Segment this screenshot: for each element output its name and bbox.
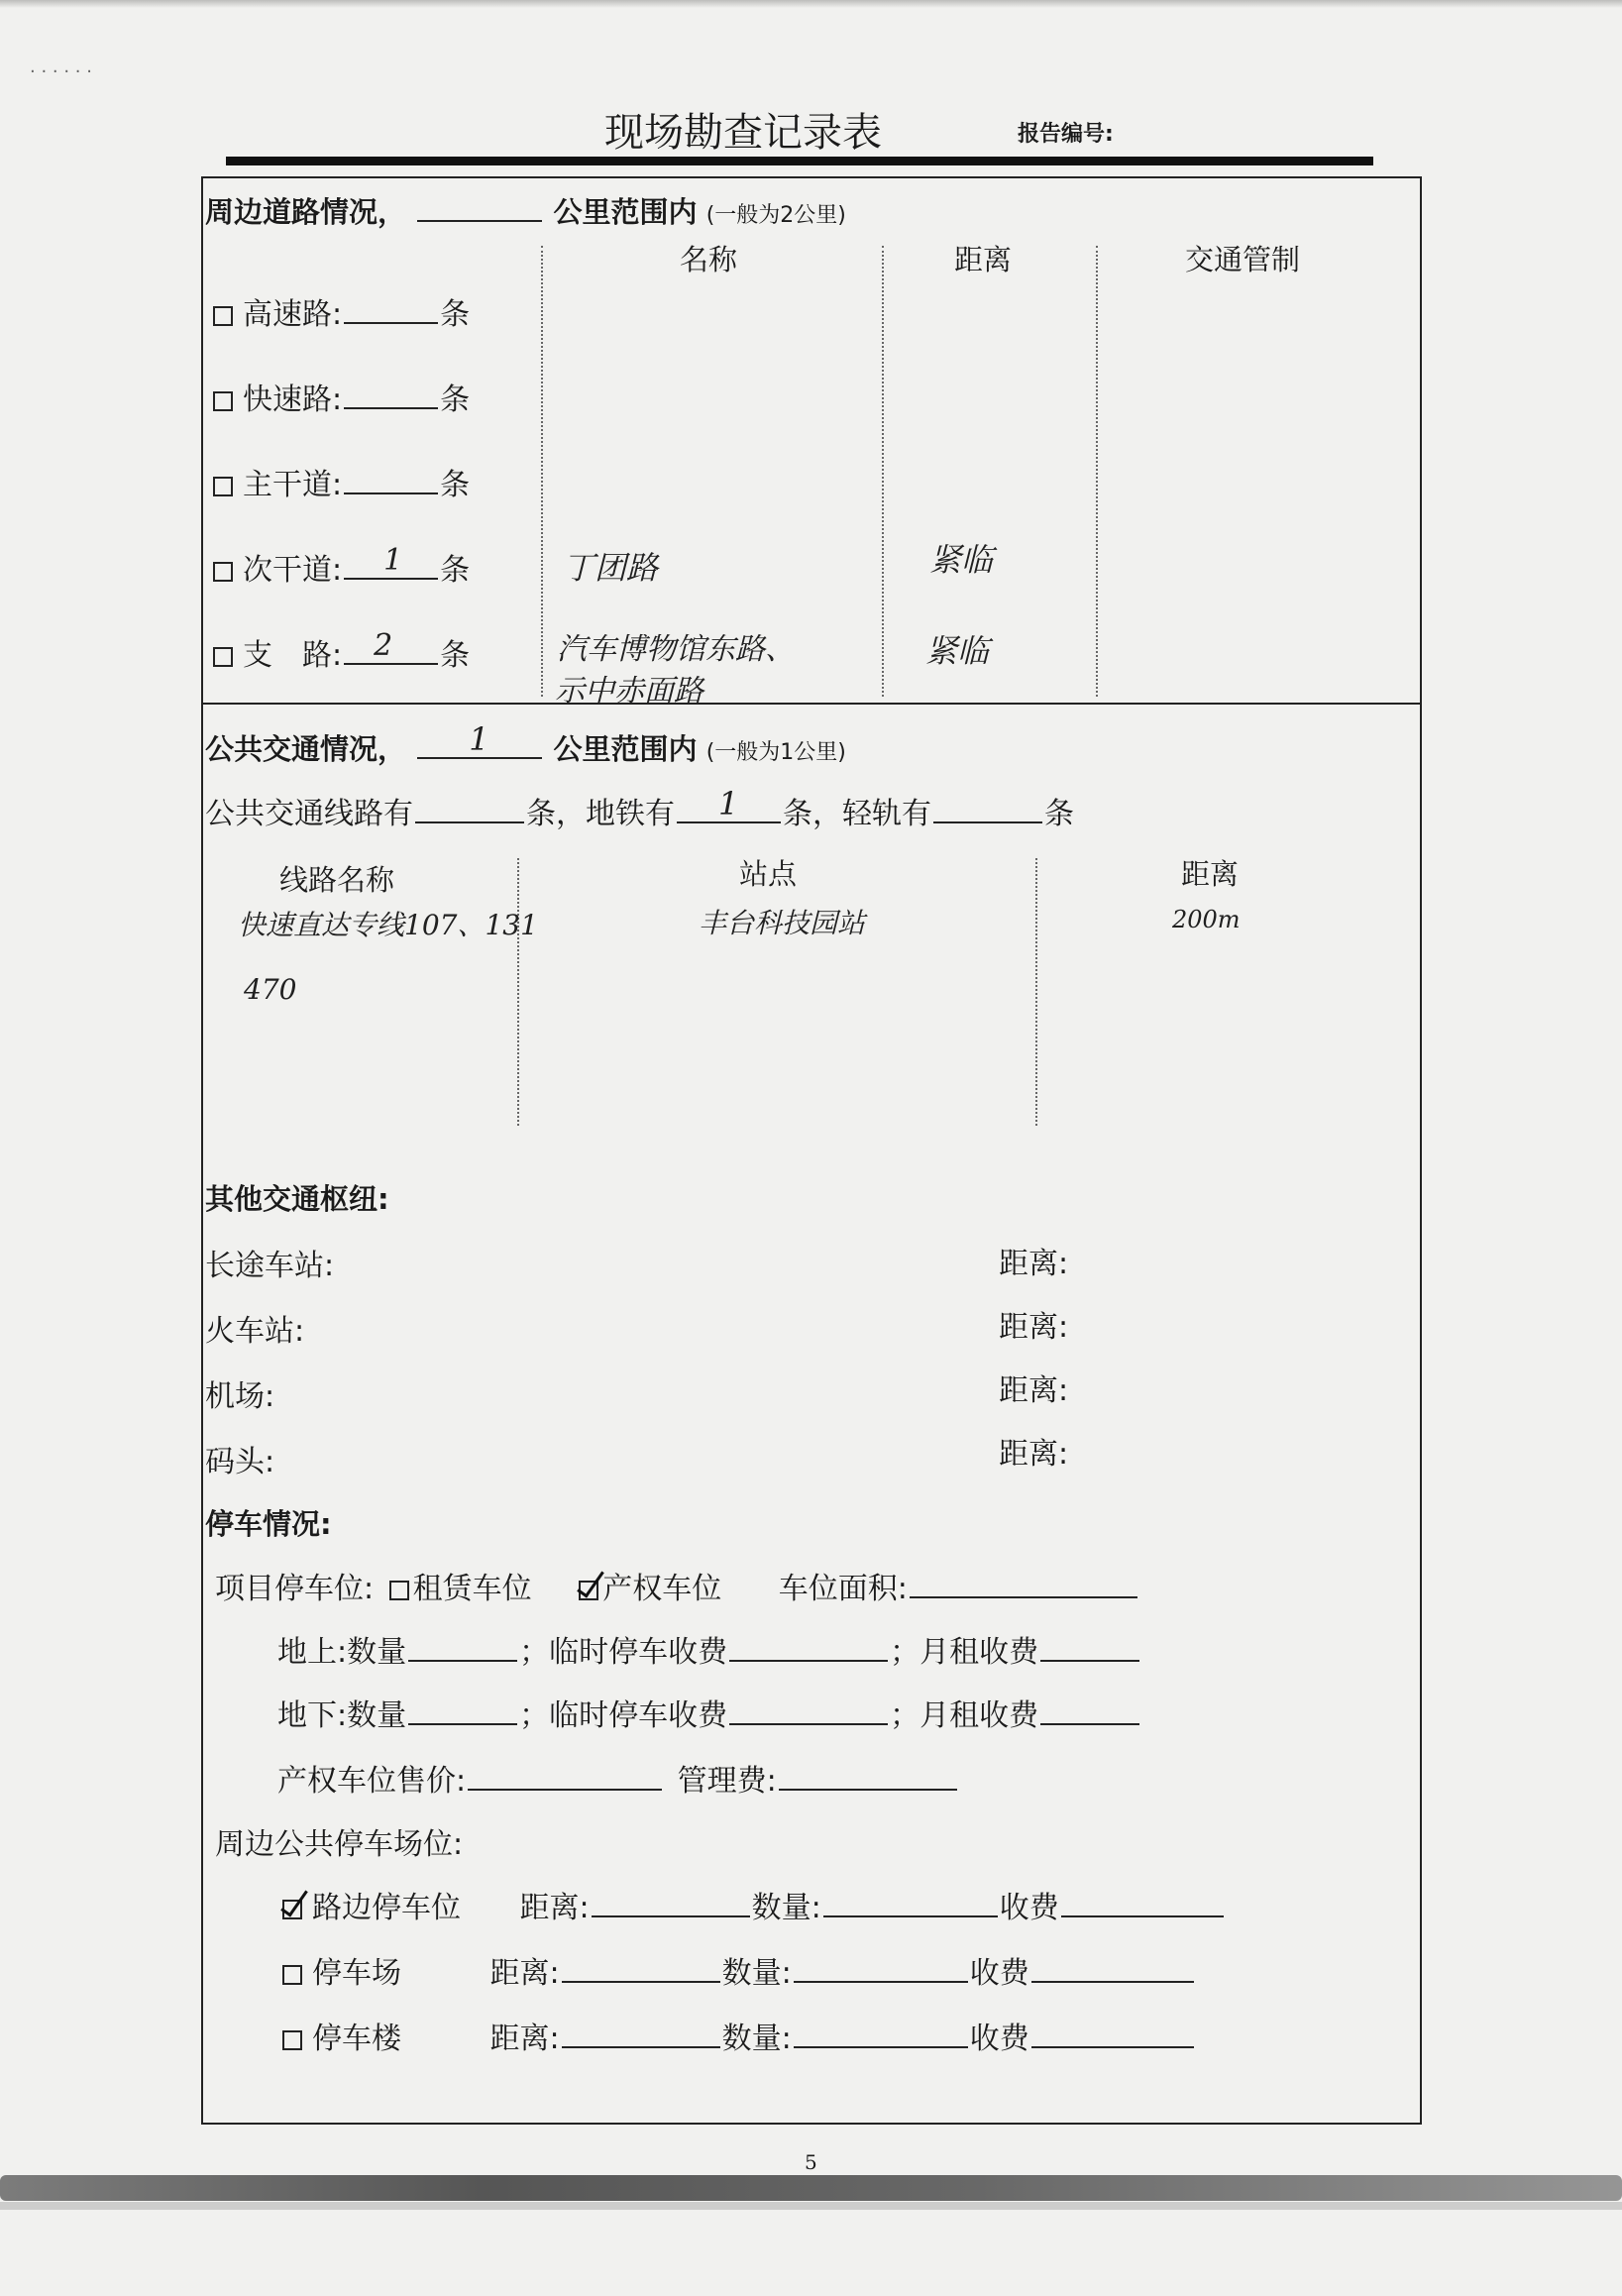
transit-lines-row (205, 785, 1074, 832)
lot-fee-blank[interactable] (1031, 1980, 1194, 1983)
road-distance-branch: 紧临 (925, 632, 990, 670)
underground-parking-row (277, 1691, 1141, 1734)
road-type-label: 高速路: (243, 297, 343, 332)
transit-station-name: 丰台科技园站 (699, 907, 866, 939)
area-blank[interactable] (910, 1595, 1137, 1598)
lot-label: 停车场 (312, 1956, 401, 1991)
lot-checkbox[interactable] (282, 1965, 302, 1985)
mgmt-fee-blank[interactable] (779, 1788, 957, 1791)
garage-qty-label: 数量: (721, 2022, 792, 2056)
nearby-roadside-row (282, 1883, 1226, 1926)
parking-heading: 停车情况: (205, 1507, 332, 1541)
roadside-distance-label: 距离: (519, 1891, 590, 1925)
roads-range-note: (一般为2公里) (705, 203, 846, 228)
metro-count-field[interactable] (677, 785, 781, 823)
bus-lines-label: 公共交通线路有 (205, 797, 413, 831)
garage-checkbox[interactable] (282, 2030, 302, 2050)
road-name-secondary: 丁团路 (563, 549, 659, 587)
checkbox[interactable] (213, 647, 233, 667)
transit-line-name: 快速直达专线107、131 (238, 909, 538, 941)
nearby-lot-row (282, 1948, 1196, 1992)
area-label: 车位面积: (778, 1572, 908, 1606)
transit-col-station: 站点 (739, 857, 798, 891)
transit-distance-value: 200m (1172, 906, 1241, 933)
nearby-parking-label: 周边公共停车场位: (215, 1827, 464, 1862)
price-blank[interactable] (468, 1788, 662, 1791)
transit-range-value: 1 (469, 720, 489, 758)
scan-bottom-smear (0, 2175, 1622, 2201)
roadside-qty-blank[interactable] (823, 1914, 998, 1917)
scan-top-shadow (0, 0, 1622, 8)
transit-line-name-2: 470 (244, 973, 297, 1006)
roadside-label: 路边停车位 (312, 1891, 461, 1925)
rent-checkbox[interactable] (389, 1581, 409, 1600)
light-rail-unit: 条 (1044, 797, 1074, 831)
road-count-blank[interactable] (344, 406, 438, 409)
road-unit: 条 (440, 383, 471, 417)
road-type-label: 次干道: (243, 553, 343, 588)
road-count-blank[interactable] (344, 492, 438, 494)
roads-range-suffix: 公里范围内 (553, 195, 698, 229)
roads-range-blank (417, 219, 542, 222)
roads-col-divider-3 (1096, 246, 1098, 697)
checkbox[interactable] (213, 306, 233, 326)
road-row-fastway (213, 375, 470, 418)
checkbox[interactable] (213, 562, 233, 582)
project-parking-label: 项目停车位: (215, 1572, 375, 1606)
hub-port: 码头: (205, 1445, 275, 1479)
lot-fee-label: 收费 (969, 1956, 1029, 1991)
road-count-field[interactable] (344, 543, 438, 580)
roadside-fee-label: 收费 (999, 1891, 1059, 1925)
road-distance-secondary: 紧临 (929, 541, 994, 579)
ground-count-blank[interactable] (408, 1659, 517, 1662)
metro-label: 条，地铁有 (526, 797, 675, 831)
transit-col-divider-2 (1035, 858, 1037, 1126)
lot-qty-label: 数量: (721, 1956, 792, 1991)
transit-col-distance: 距离 (1181, 857, 1240, 891)
rent-label: 租赁车位 (412, 1572, 532, 1606)
road-count-field[interactable] (344, 628, 438, 665)
roadside-checkbox[interactable] (282, 1900, 302, 1919)
garage-fee-blank[interactable] (1031, 2045, 1194, 2048)
roadside-distance-blank[interactable] (592, 1914, 750, 1917)
road-row-arterial (213, 460, 470, 503)
roads-heading-label: 周边道路情况， (205, 195, 407, 229)
project-parking-row (215, 1564, 1139, 1607)
price-label: 产权车位售价: (277, 1764, 467, 1799)
road-type-label: 快速路: (243, 383, 343, 417)
hub-train-station: 火车站: (205, 1314, 305, 1349)
transit-range-note: (一般为1公里) (705, 740, 846, 765)
ground-monthly-fee-label: ；月租收费 (890, 1635, 1039, 1670)
section-divider (201, 703, 1422, 705)
transit-heading (205, 720, 846, 768)
transit-range-suffix: 公里范围内 (553, 732, 698, 766)
garage-distance-label: 距离: (489, 2022, 560, 2056)
checkbox[interactable] (213, 391, 233, 411)
scan-bottom-smear-2 (0, 2202, 1622, 2210)
garage-fee-label: 收费 (969, 2022, 1029, 2056)
transit-col-line: 线路名称 (279, 863, 395, 897)
road-row-secondary (213, 545, 470, 589)
lot-distance-label: 距离: (489, 1956, 560, 1991)
hub-train-distance-label: 距离: (999, 1310, 1069, 1345)
roadside-qty-label: 数量: (751, 1891, 821, 1925)
hubs-heading: 其他交通枢纽: (205, 1182, 389, 1216)
transit-range-field[interactable] (417, 720, 542, 759)
nearby-garage-row (282, 2014, 1196, 2057)
ground-temp-fee-label: ；临时停车收费 (519, 1635, 728, 1670)
road-name-branch-1: 汽车博物馆东路、 (557, 632, 795, 667)
road-row-branch (213, 630, 470, 674)
garage-qty-blank[interactable] (794, 2045, 968, 2048)
title-rule (226, 157, 1373, 165)
road-unit: 条 (440, 297, 471, 332)
light-rail-blank[interactable] (933, 820, 1042, 823)
ground-monthly-fee-blank[interactable] (1040, 1659, 1139, 1662)
parking-price-row (277, 1756, 959, 1800)
hub-airport: 机场: (205, 1379, 275, 1414)
underground-temp-fee-blank[interactable] (729, 1722, 888, 1725)
bus-lines-blank[interactable] (415, 820, 524, 823)
underground-monthly-fee-label: ；月租收费 (890, 1698, 1039, 1733)
underground-label: 地下: (277, 1698, 348, 1733)
roads-col-distance: 距离 (954, 243, 1013, 276)
own-label: 产权车位 (602, 1572, 722, 1606)
road-count-blank[interactable] (344, 321, 438, 324)
underground-count-label: 数量 (347, 1698, 407, 1733)
ground-parking-row (277, 1627, 1141, 1671)
hub-port-distance-label: 距离: (999, 1437, 1069, 1472)
hub-airport-distance-label: 距离: (999, 1373, 1069, 1408)
report-number-label: 报告编号: (1018, 122, 1114, 147)
road-unit: 条 (440, 468, 471, 502)
metro-count-value: 1 (718, 785, 739, 822)
own-checkbox[interactable] (579, 1581, 598, 1600)
garage-label: 停车楼 (312, 2022, 401, 2056)
mgmt-fee-label: 管理费: (677, 1764, 777, 1799)
underground-count-blank[interactable] (408, 1722, 517, 1725)
lot-distance-blank[interactable] (562, 1980, 720, 1983)
page-number: 5 (805, 2150, 817, 2174)
road-name-branch-2: 示中赤面路 (555, 674, 703, 709)
road-unit: 条 (440, 638, 471, 673)
road-type-label: 支 路: (243, 638, 343, 673)
road-row-expressway (213, 289, 470, 333)
roads-col-divider-2 (882, 246, 884, 697)
roads-col-name: 名称 (680, 243, 738, 276)
roads-col-divider-1 (541, 246, 543, 697)
road-count-value: 1 (383, 543, 403, 578)
light-rail-label: 条，轻轨有 (783, 797, 931, 831)
garage-distance-blank[interactable] (562, 2045, 720, 2048)
hub-coach-distance-label: 距离: (999, 1247, 1069, 1281)
lot-qty-blank[interactable] (794, 1980, 968, 1983)
underground-temp-fee-label: ；临时停车收费 (519, 1698, 728, 1733)
checkbox[interactable] (213, 477, 233, 496)
page-title: 现场勘查记录表 (604, 110, 882, 156)
road-count-value: 2 (374, 628, 393, 663)
transit-heading-label: 公共交通情况， (205, 732, 407, 766)
road-unit: 条 (440, 553, 471, 588)
ground-label: 地上: (277, 1635, 348, 1670)
transit-col-divider-1 (517, 858, 519, 1126)
underground-monthly-fee-blank[interactable] (1040, 1722, 1139, 1725)
roads-heading (205, 190, 846, 231)
roads-col-control: 交通管制 (1185, 243, 1301, 276)
ground-count-label: 数量 (347, 1635, 407, 1670)
hub-coach-station: 长途车站: (205, 1249, 335, 1283)
corner-dots: · · · · · · (30, 61, 92, 82)
roadside-fee-blank[interactable] (1061, 1914, 1224, 1917)
road-type-label: 主干道: (243, 468, 343, 502)
ground-temp-fee-blank[interactable] (729, 1659, 888, 1662)
